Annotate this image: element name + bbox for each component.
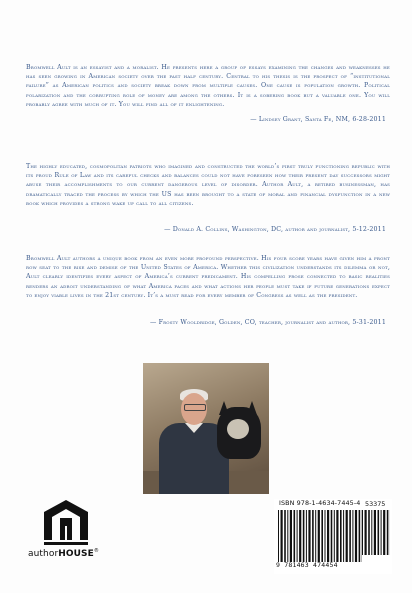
barcode-bar (365, 510, 367, 555)
barcode-bar (325, 510, 326, 562)
barcode-bar (387, 510, 389, 555)
barcode-number: 9 781463 474454 (276, 561, 338, 569)
barcode-bar (331, 510, 333, 562)
barcode-bar (336, 510, 338, 562)
barcode-addon: 53375 (365, 500, 386, 508)
barcode-bar (321, 510, 323, 562)
barcode-bar (352, 510, 353, 562)
barcode-bar (362, 510, 363, 555)
review-2-text: The highly educated, cosmopolitan patriots who imagined and constructed the world’s first truly functioning republic with its proud Rule of Law and its careful checks and balances could not have foreseen how their present day successors might abuse their accomplishments to our current dangerous level of disorder. Author Ault, a retired businessman, has dramatically traced the process by which the US has been brought to a state of moral and financial dysfunction in a new book which provides a strong wake up call to all citizens. (26, 163, 390, 207)
review-2-attribution: — Donald A. Collins, Washington, DC, author and journalist, 5-12-2011 (164, 226, 386, 233)
barcode-bar (327, 510, 329, 562)
barcode-bar (315, 510, 316, 562)
barcode-bar (381, 510, 382, 555)
barcode-bar (284, 510, 286, 562)
barcode-bar (371, 510, 372, 555)
barcode-bar (290, 510, 292, 562)
barcode-bar (340, 510, 342, 562)
isbn-barcode: ISBN 978-1-4634-7445-4 53375 9 781463 474454 (274, 499, 392, 574)
author-photo (143, 363, 269, 494)
barcode-bar (297, 510, 298, 562)
barcode-bar (306, 510, 307, 562)
barcode-bar (299, 510, 301, 562)
barcode-bars (278, 510, 362, 562)
barcode-bar (346, 510, 348, 562)
barcode-bar (312, 510, 314, 562)
barcode-bar (343, 510, 344, 562)
review-3-attribution: — Frosty Wooldridge, Golden, CO, teacher, journalist and author, 5-31-2011 (150, 319, 386, 326)
barcode-bar (294, 510, 296, 562)
barcode-bar (368, 510, 370, 555)
barcode-bar (318, 510, 320, 562)
barcode-bar (378, 510, 380, 555)
barcode-bar (359, 510, 361, 562)
barcode-bar (349, 510, 351, 562)
barcode-bar (374, 510, 376, 555)
review-3-text: Bromwell Ault authors a unique book from an even more profound perspective. His four score years have given him a front row seat to the rise and demise of the United States of America. Whether this civilization understands its dilemma or not, Ault clearly identifies every aspect of America’s current predicament. His compelling prose connected to basic realities renders an adroit understanding of what America faces and what actions her people must take if future generations expect to enjoy viable lives in the 21st century. It’s a must read for every member of Congress as well as the president. (26, 255, 390, 299)
barcode-bar (287, 510, 288, 562)
barcode-bar (308, 510, 310, 562)
review-1-text: Bromwell Ault is an essayist and a moralist. He presents here a group of essays examining the changes and weaknesses he has seen growing in American society over the past half century. Central to his thesis is the prospect of “institutional failure” as American politics and society break down from multiple causes. One cause is population growth. Political polarization and the corrupting role of money are among the others. It is a sobering book but a valuable one. You will probably agree with much of it. You will find all of it enlightening. (26, 64, 390, 108)
barcode-bar (281, 510, 283, 562)
barcode-bar (278, 510, 279, 562)
barcode-bar (303, 510, 305, 562)
publisher-name: authorHOUSE® (28, 548, 99, 559)
barcode-bar (334, 510, 335, 562)
barcode-bar (383, 510, 385, 555)
review-1-attribution: — Lindsey Grant, Santa Fe, NM, 6-28-2011 (250, 116, 386, 123)
barcode-bar (355, 510, 357, 562)
barcode-addon-bars (362, 510, 390, 555)
